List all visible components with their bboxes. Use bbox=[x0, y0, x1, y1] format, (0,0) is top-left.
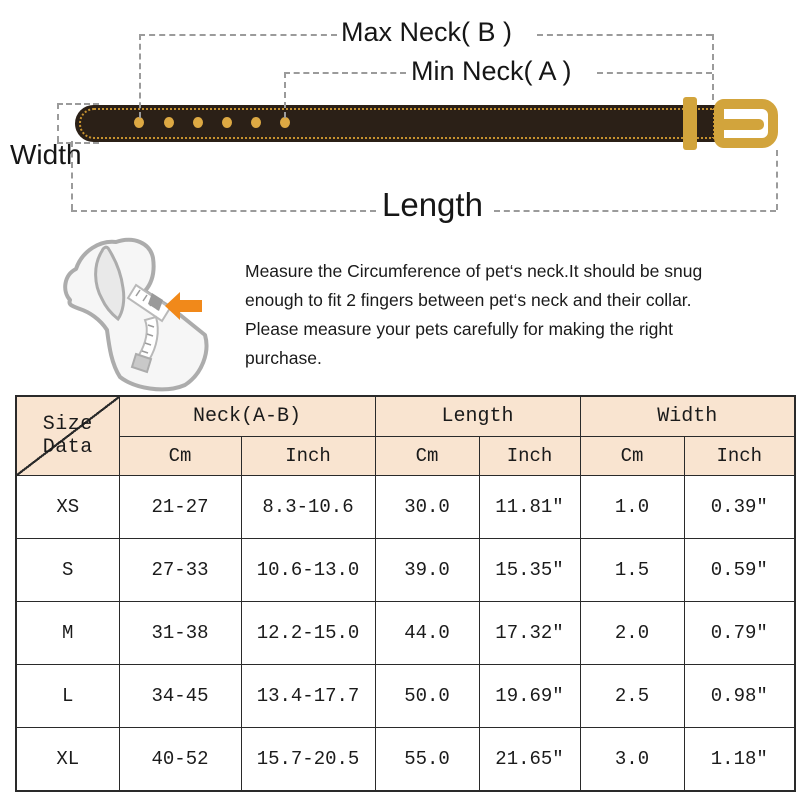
width-cm: 1.0 bbox=[580, 476, 684, 539]
length-line bbox=[494, 210, 776, 212]
width-cm: 1.5 bbox=[580, 539, 684, 602]
max-neck-line bbox=[139, 34, 337, 36]
unit-header: Cm bbox=[119, 437, 241, 476]
neck-cm: 27-33 bbox=[119, 539, 241, 602]
size-label: L bbox=[16, 665, 119, 728]
collar-keeper-loop bbox=[683, 97, 697, 150]
note-line: Please measure your pets carefully for making the right bbox=[245, 319, 673, 339]
size-chart-table bbox=[15, 395, 796, 792]
max-neck-line bbox=[139, 34, 141, 118]
min-neck-label: Min Neck( A ) bbox=[411, 56, 572, 86]
width-label: Width bbox=[10, 139, 82, 170]
max-neck-line bbox=[537, 34, 712, 36]
length-cm: 50.0 bbox=[375, 665, 479, 728]
length-inch: 21.65″ bbox=[479, 728, 580, 792]
collar-hole bbox=[193, 117, 203, 128]
width-cm: 3.0 bbox=[580, 728, 684, 792]
unit-header: Inch bbox=[479, 437, 580, 476]
neck-cm: 34-45 bbox=[119, 665, 241, 728]
neck-cm: 21-27 bbox=[119, 476, 241, 539]
table-row bbox=[16, 728, 795, 792]
width-cm: 2.0 bbox=[580, 602, 684, 665]
unit-header: Inch bbox=[241, 437, 375, 476]
collar-hole bbox=[280, 117, 290, 128]
size-label: XL bbox=[16, 728, 119, 792]
width-line bbox=[57, 103, 99, 105]
width-inch: 0.98″ bbox=[684, 665, 795, 728]
length-cm: 55.0 bbox=[375, 728, 479, 792]
neck-inch: 10.6-13.0 bbox=[241, 539, 375, 602]
min-neck-line bbox=[284, 72, 406, 74]
table-row bbox=[16, 665, 795, 728]
neck-cm: 40-52 bbox=[119, 728, 241, 792]
width-group-header: Width bbox=[580, 396, 795, 437]
collar-diagram bbox=[0, 0, 800, 240]
unit-header: Cm bbox=[375, 437, 479, 476]
collar-stitching bbox=[79, 108, 715, 139]
length-cm: 39.0 bbox=[375, 539, 479, 602]
collar-hole bbox=[134, 117, 144, 128]
length-cm: 30.0 bbox=[375, 476, 479, 539]
length-inch: 11.81″ bbox=[479, 476, 580, 539]
length-inch: 19.69″ bbox=[479, 665, 580, 728]
table-row bbox=[16, 476, 795, 539]
collar-hole bbox=[251, 117, 261, 128]
length-line bbox=[71, 210, 376, 212]
collar-hole bbox=[222, 117, 232, 128]
length-group-header: Length bbox=[375, 396, 580, 437]
neck-inch: 8.3-10.6 bbox=[241, 476, 375, 539]
length-cm: 44.0 bbox=[375, 602, 479, 665]
width-inch: 0.39″ bbox=[684, 476, 795, 539]
size-label: S bbox=[16, 539, 119, 602]
max-neck-label: Max Neck( B ) bbox=[341, 17, 513, 47]
note-line: Measure the Circumference of pet‘s neck.It should be snug bbox=[245, 261, 703, 281]
measure-note bbox=[245, 257, 785, 373]
neck-group-header: Neck(A-B) bbox=[119, 396, 375, 437]
size-label: M bbox=[16, 602, 119, 665]
width-inch: 1.18″ bbox=[684, 728, 795, 792]
neck-cm: 31-38 bbox=[119, 602, 241, 665]
neck-inch: 15.7-20.5 bbox=[241, 728, 375, 792]
max-neck-line bbox=[712, 34, 714, 100]
length-label: Length bbox=[382, 186, 483, 223]
table-row bbox=[16, 539, 795, 602]
table-row bbox=[16, 602, 795, 665]
collar-hole bbox=[164, 117, 174, 128]
width-inch: 0.59″ bbox=[684, 539, 795, 602]
min-neck-line bbox=[597, 72, 712, 74]
length-inch: 17.32″ bbox=[479, 602, 580, 665]
neck-inch: 12.2-15.0 bbox=[241, 602, 375, 665]
dog-measure-illustration bbox=[52, 233, 222, 398]
length-inch: 15.35″ bbox=[479, 539, 580, 602]
unit-header: Inch bbox=[684, 437, 795, 476]
buckle-prong bbox=[714, 119, 764, 130]
width-inch: 0.79″ bbox=[684, 602, 795, 665]
neck-inch: 13.4-17.7 bbox=[241, 665, 375, 728]
unit-header: Cm bbox=[580, 437, 684, 476]
min-neck-line bbox=[284, 72, 286, 118]
note-line: enough to fit 2 fingers between pet‘s neck and their collar. bbox=[245, 290, 692, 310]
width-cm: 2.5 bbox=[580, 665, 684, 728]
collar-strap bbox=[75, 105, 717, 142]
size-label: XS bbox=[16, 476, 119, 539]
length-line bbox=[776, 150, 778, 210]
note-line: purchase. bbox=[245, 348, 322, 368]
width-line bbox=[57, 103, 59, 142]
size-data-corner-cell: Size Data bbox=[16, 396, 119, 476]
